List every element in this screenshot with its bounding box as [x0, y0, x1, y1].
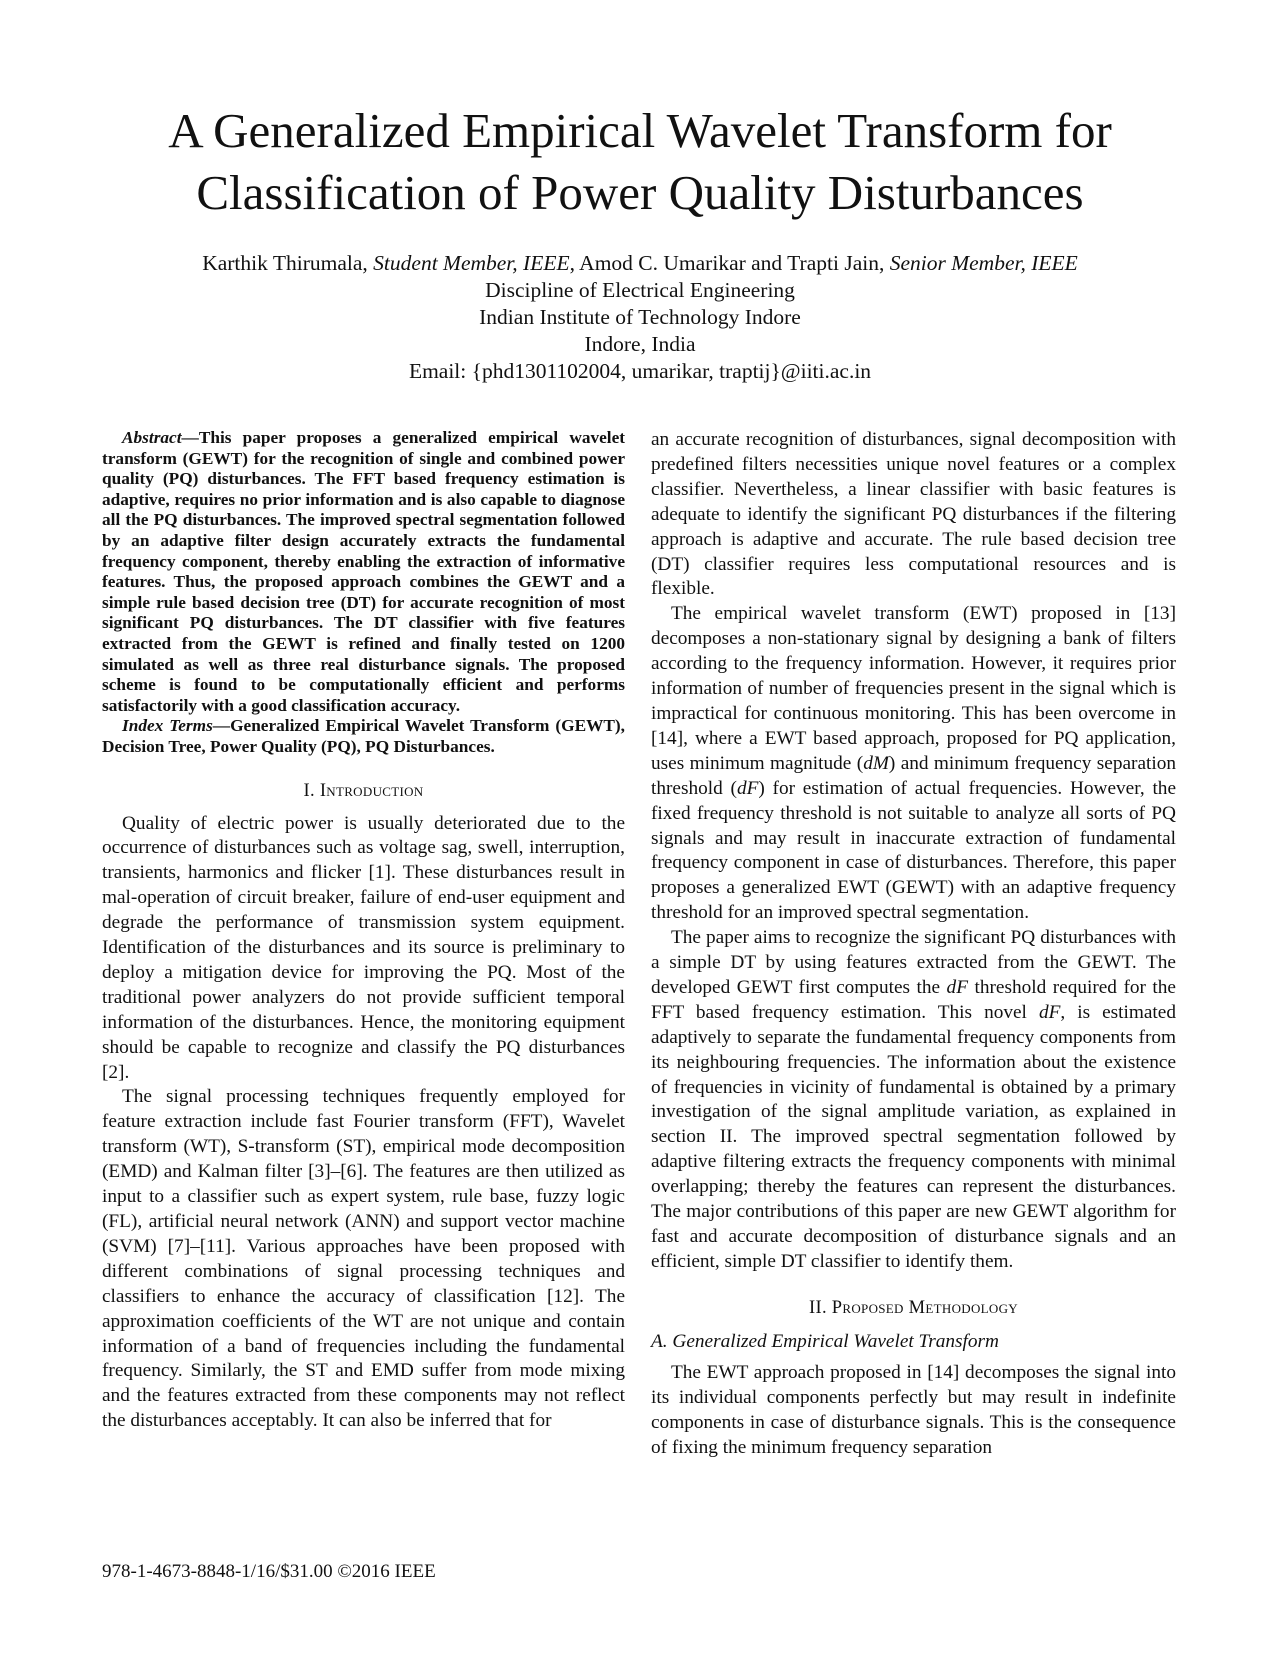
author-1-role: Student Member, IEEE [373, 251, 570, 275]
author-names [0, 250, 1280, 277]
methodology-paragraph-1: The EWT approach proposed in [14] decomposes the signal into its individual components perfectly but may result in indefinite components in case of disturbance signals. This is the consequence of fixing the minimum frequency separation [651, 1361, 1176, 1458]
paper-title [0, 100, 1280, 224]
intro-paragraph-2: The signal processing techniques frequently employed for feature extraction include fast Fourier transform (FFT), Wavelet transform (WT), S-transform (ST), empirical mode decomposition (EMD) and Kalman filter [3]–[6]. The features are then utilized as input to a classifier such as expert system, rule base, fuzzy logic (FL), artificial neural network (ANN) and support vector machine (SVM) [7]–[11]. Various approaches have been proposed with different combinations of signal processing techniques and classifiers to enhance the accuracy of classification [12]. The approximation coefficients of the WT are not unique and contain information of a band of frequencies including the fundamental frequency. Similarly, the ST and EMD suffer from mode mixing and the features extracted from these components may not reflect the disturbances acceptably. It can also be inferred that for [102, 1086, 625, 1432]
affiliation-institute: Indian Institute of Technology Indore [479, 305, 801, 329]
abstract-text: —This paper proposes a generalized empirical wavelet transform (GEWT) for the recognition of single and combined power quality (PQ) disturbances. The FFT based frequency estimation is adaptive, requires no prior information and is also capable to diagnose all the PQ disturbances. The improved spectral segmentation followed by an adaptive filter design accurately extracts the fundamental frequency component, thereby enabling the extraction of informative features. Thus, the proposed approach combines the GEWT and a simple rule based decision tree (DT) for accurate recognition of most significant PQ disturbances. The DT classifier with five features extracted from the GEWT is refined and finally tested on 1200 simulated as well as three real disturbance signals. The proposed scheme is found to be computationally efficient and performs satisfactorily with a good classification accuracy. [102, 428, 625, 715]
symbol-dF: dF [1038, 1001, 1061, 1023]
intro-paragraph-4: The paper aims to recognize the significant PQ disturbances with a simple DT by using features extracted from the GEWT. The developed GEWT first computes the dF threshold required for the FFT based frequency estimation. This novel dF, is estimated adaptively to separate the fundamental frequency components from its neighbouring frequencies. The information about the existence of frequencies in vicinity of fundamental is obtained by a primary investigation of the signal amplitude variation, as explained in section II. The improved spectral segmentation followed by adaptive filtering extracts the frequency components with minimal overlapping; thereby the features can represent the disturbances. The major contributions of this paper are new GEWT algorithm for fast and accurate decomposition of disturbance signals and an efficient, simple DT classifier to identify them. [651, 927, 1176, 1272]
author-email: Email: {phd1301102004, umarikar, traptij}@iiti.ac.in [408, 359, 872, 383]
author-2-3: , Amod C. Umarikar and Trapti Jain, [569, 251, 890, 275]
author-1: Karthik Thirumala, [202, 251, 374, 275]
author-3-role: Senior Member, IEEE [889, 251, 1078, 275]
index-terms-label: Index Terms [122, 716, 213, 736]
intro-paragraph-1: Quality of electric power is usually deteriorated due to the occurrence of disturbances such as voltage sag, swell, interruption, transients, harmonics and flicker [1]. These disturbances result in mal-operation of circuit breaker, failure of end-user equipment and degrade the performance of transmission system equipment. Identification of the disturbances and its source is preliminary to deploy a mitigation device for improving the PQ. Most of the traditional power analyzers do not provide sufficient temporal information of the disturbances. Hence, the monitoring equipment should be capable to recognize and classify the PQ disturbances [2]. [102, 812, 625, 1083]
author-block [0, 250, 1280, 385]
intro-paragraph-2-continued: an accurate recognition of disturbances, signal decomposition with predefined filters necessities unique novel features or a complex classifier. Nevertheless, a linear classifier with basic features is adequate to identify the significant PQ disturbances if the filtering approach is adaptive and accurate. The rule based decision tree (DT) classifier requires less computational resources and is flexible. [651, 429, 1176, 600]
title-line-1: A Generalized Empirical Wavelet Transform for [168, 103, 1112, 158]
affiliation-dept: Discipline of Electrical Engineering [485, 278, 795, 302]
index-terms-text: —Generalized Empirical Wavelet Transform (GEWT), Decision Tree, Power Quality (PQ), PQ Disturbances. [102, 716, 625, 756]
copyright-footer: 978-1-4673-8848-1/16/$31.00 ©2016 IEEE [102, 1561, 436, 1582]
abstract-label: Abstract [122, 428, 182, 447]
symbol-dM: dM [863, 752, 889, 774]
index-terms [102, 716, 625, 757]
intro-paragraph-3: The empirical wavelet transform (EWT) proposed in [13] decomposes a non-stationary signal by designing a bank of filters according to the frequency information. However, it requires prior information of number of frequencies present in the signal which is impractical for continuous monitoring. This has been overcome in [14], where a EWT based approach, proposed for PQ application, uses minimum magnitude (dM) and minimum frequency separation threshold (dF) for estimation of actual frequencies. However, the fixed frequency threshold is not suitable to analyze all sorts of PQ signals and may result in inaccurate extraction of fundamental frequency component in case of disturbances. Therefore, this paper proposes a generalized EWT (GEWT) with an adaptive frequency threshold for an improved spectral segmentation. [651, 603, 1177, 924]
left-column [102, 428, 625, 1434]
subsection-heading-gewt: A. Generalized Empirical Wavelet Transform [651, 1330, 999, 1352]
section-heading-methodology: II. Proposed Methodology [809, 1297, 1018, 1318]
title-line-2: Classification of Power Quality Disturbances [196, 165, 1084, 220]
affiliation-city: Indore, India [584, 332, 696, 356]
abstract [102, 428, 625, 716]
symbol-dF: dF [736, 777, 759, 799]
symbol-dF: dF [946, 976, 968, 998]
section-heading-introduction: I. Introduction [303, 780, 424, 801]
right-column [651, 428, 1176, 1460]
